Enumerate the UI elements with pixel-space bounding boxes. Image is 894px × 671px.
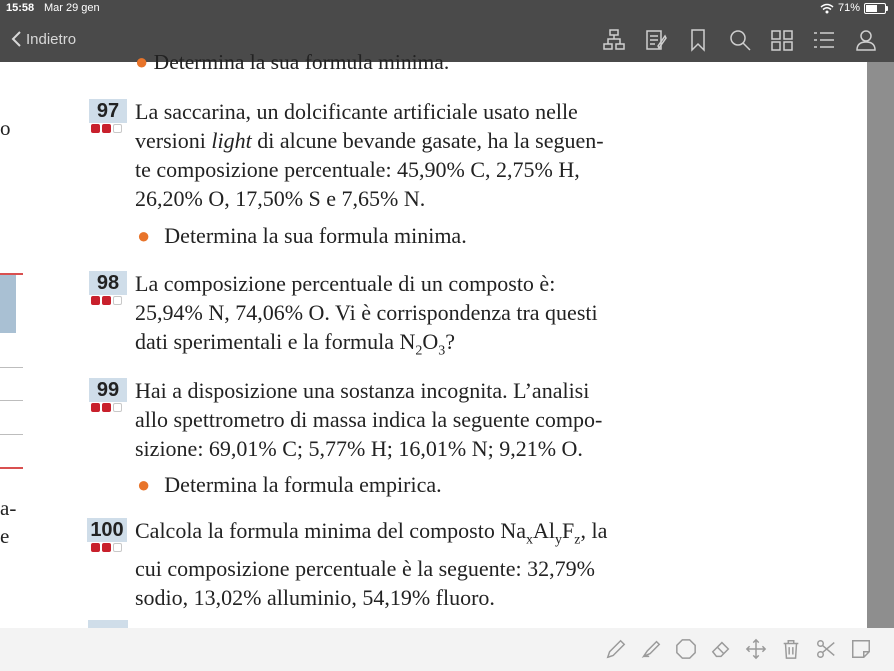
highlighter-icon[interactable]: [638, 636, 664, 662]
text-line: cui composizione percentuale è la seguente: 32,79%: [135, 556, 595, 582]
text-line: dati sperimentali e la formula $N_2O_3$?: [135, 329, 456, 359]
battery-percent: 71%: [837, 2, 860, 14]
search-icon[interactable]: [726, 26, 754, 54]
next-exercise-number-peek: [88, 620, 128, 628]
hierarchy-icon[interactable]: [600, 26, 628, 54]
annotation-toolbar: [0, 628, 894, 671]
exercise-text: [135, 376, 654, 463]
book-page[interactable]: [23, 49, 867, 628]
user-icon[interactable]: [852, 26, 880, 54]
pencil-icon[interactable]: [603, 636, 629, 662]
exercise-number: 99: [89, 378, 127, 402]
exercise-text: [135, 269, 654, 365]
shape-icon[interactable]: [673, 636, 699, 662]
left-gray-rule: [0, 434, 23, 435]
exercise-number: 100: [87, 518, 127, 542]
back-button[interactable]: [10, 30, 76, 48]
left-fragment-2: a-: [0, 496, 17, 520]
status-right: [820, 2, 886, 14]
wifi-icon: [820, 3, 834, 14]
text-line: La composizione percentuale di un composto è:: [135, 271, 556, 296]
text-line: allo spettrometro di massa indica la seguente compo-: [135, 407, 603, 432]
text-line: 26,20% O, 17,50% S e 7,65% N.: [135, 186, 426, 211]
text-line: La saccarina, un dolcificante artificiale usato nelle: [135, 99, 578, 124]
toolbar-tools: [603, 636, 874, 662]
bookmark-icon[interactable]: [684, 26, 712, 54]
status-date: Mar 29 gen: [44, 2, 100, 14]
list-icon[interactable]: [810, 26, 838, 54]
exercise-text: [135, 516, 654, 612]
nav-icons: [600, 26, 880, 54]
exercise-number: 98: [89, 271, 127, 295]
text-line: 25,94% N, 74,06% O. Vi è corrispondenza tra questi: [135, 300, 598, 325]
text-line: sizione: 69,01% C; 5,77% H; 16,01% N; 9,21% O.: [135, 436, 583, 461]
difficulty-marks: [91, 124, 122, 133]
annotate-icon[interactable]: [642, 26, 670, 54]
move-icon[interactable]: [743, 636, 769, 662]
difficulty-marks: [91, 543, 122, 552]
difficulty-marks: [91, 403, 122, 412]
chevron-left-icon: [10, 30, 24, 48]
grid-icon[interactable]: [768, 26, 796, 54]
bullet-dot-icon: ●: [137, 223, 151, 248]
exercise-bullet: ● Determina la sua formula minima.: [137, 223, 467, 248]
page-shadow: [867, 62, 894, 628]
status-time: 15:58: [6, 2, 35, 14]
trash-icon[interactable]: [778, 636, 804, 662]
eraser-icon[interactable]: [708, 636, 734, 662]
text-line: Calcola la formula minima del composto $Na_xAl_yF_z$, la: [135, 518, 608, 548]
sticky-note-icon[interactable]: [848, 636, 874, 662]
scissors-icon[interactable]: [813, 636, 839, 662]
text-line: Hai a disposizione una sostanza incognita. L’analisi: [135, 378, 590, 403]
previous-page-edge: [0, 62, 23, 628]
cutoff-bullet: [135, 50, 449, 74]
text-line: versioni light di alcune bevande gasate, ha la seguen-: [135, 128, 604, 153]
back-label: Indietro: [26, 30, 77, 48]
text-line: sodio, 13,02% alluminio, 54,19% fluoro.: [135, 585, 495, 611]
left-fragment-1: o: [0, 116, 11, 140]
left-blue-block: [0, 275, 16, 333]
cutoff-text: Determina la sua formula minima.: [153, 50, 450, 74]
bullet-dot-icon: ●: [137, 472, 151, 497]
exercise-text: [135, 97, 654, 213]
battery-icon: [864, 3, 886, 14]
difficulty-marks: [91, 296, 122, 305]
status-bar: [0, 0, 894, 18]
text-line: te composizione percentuale: 45,90% C, 2,75% H,: [135, 157, 580, 182]
bullet-dot-icon: ●: [135, 49, 149, 74]
left-fragment-3: e: [0, 524, 10, 548]
left-gray-rule: [0, 367, 23, 368]
exercise-bullet: ● Determina la formula empirica.: [137, 472, 442, 497]
left-red-rule: [0, 467, 23, 469]
exercise-number: 97: [89, 99, 127, 123]
left-gray-rule: [0, 400, 23, 401]
